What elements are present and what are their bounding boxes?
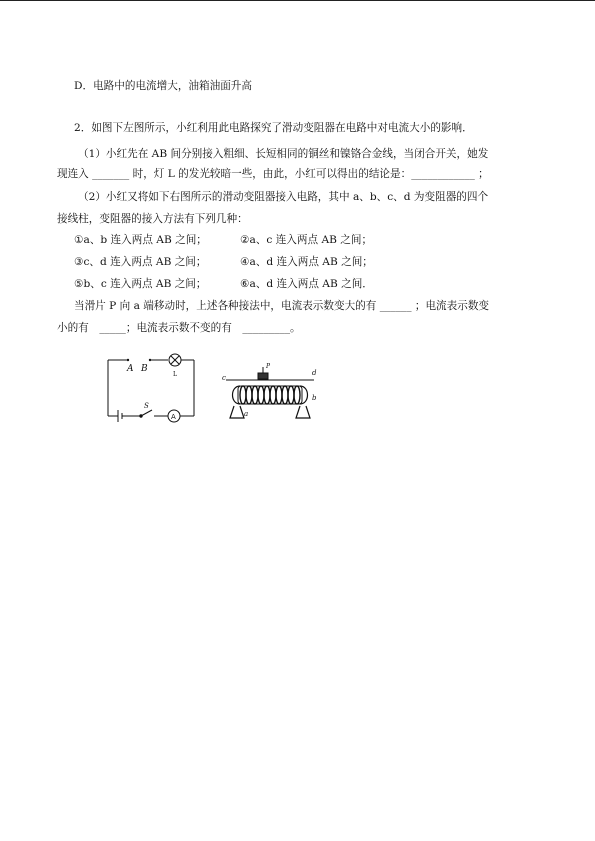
label-terminal-c: c (222, 374, 226, 382)
question-2-part2-line1: （2）小红又将如下右图所示的滑动变阻器接入电路，其中 a、b、c、d 为变阻器的四个 (78, 191, 489, 203)
method-4: ④a、d 连入两点 AB 之间； (240, 256, 373, 268)
rheostat-stands (230, 406, 310, 418)
slider-icon (258, 373, 268, 379)
label-slider-p: P (266, 363, 271, 370)
label-terminal-a: a (244, 410, 249, 418)
label-terminal-b: b (312, 394, 317, 402)
label-terminal-a: A (127, 364, 134, 374)
question-2-part1-line1: （1）小红先在 AB 间分别接入粗细、长短相同的铜丝和镍铬合金线，当闭合开关，她发 (78, 148, 489, 160)
question-2-part1-line2: 现连入 _______ 时，灯 L 的发光较暗一些，由此，小红可以得出的结论是：____________ ； (57, 168, 489, 180)
method-2: ②a、c 连入两点 AB 之间； (240, 234, 373, 246)
question-2-part3-line2: 小的有 _____；电流表示数不变的有 _________。 (57, 322, 301, 334)
page-top-border (0, 0, 595, 1)
method-3: ③c、d 连入两点 AB 之间； (74, 256, 207, 268)
label-ammeter: A (171, 413, 176, 421)
label-lamp: L (173, 371, 177, 378)
method-6: ⑥a、d 连入两点 AB 之间． (240, 278, 373, 290)
terminal-b-icon (149, 359, 151, 361)
label-terminal-b: B (141, 364, 148, 374)
label-terminal-d: d (312, 369, 317, 377)
question-2-intro: 2．如图下左图所示，小红利用此电路探究了滑动变阻器在电路中对电流大小的影响． (74, 122, 473, 134)
label-switch: S (144, 402, 149, 410)
circuit-diagram (100, 350, 200, 425)
rheostat-diagram (220, 358, 320, 423)
question-2-part2-line2: 接线柱，变阻器的接入方法有下列几种： (57, 213, 248, 225)
method-1: ①a、b 连入两点 AB 之间； (74, 234, 207, 246)
terminal-a-icon (127, 359, 129, 361)
option-d: D．电路中的电流增大，油箱油面升高 (74, 80, 252, 92)
method-5: ⑤b、c 连入两点 AB 之间； (74, 278, 207, 290)
coil-windings (240, 386, 300, 404)
question-2-part3-line1: 当滑片 P 向 a 端移动时，上述各种接法中，电流表示数变大的有 ______ ；电流表示数变 (74, 300, 490, 312)
